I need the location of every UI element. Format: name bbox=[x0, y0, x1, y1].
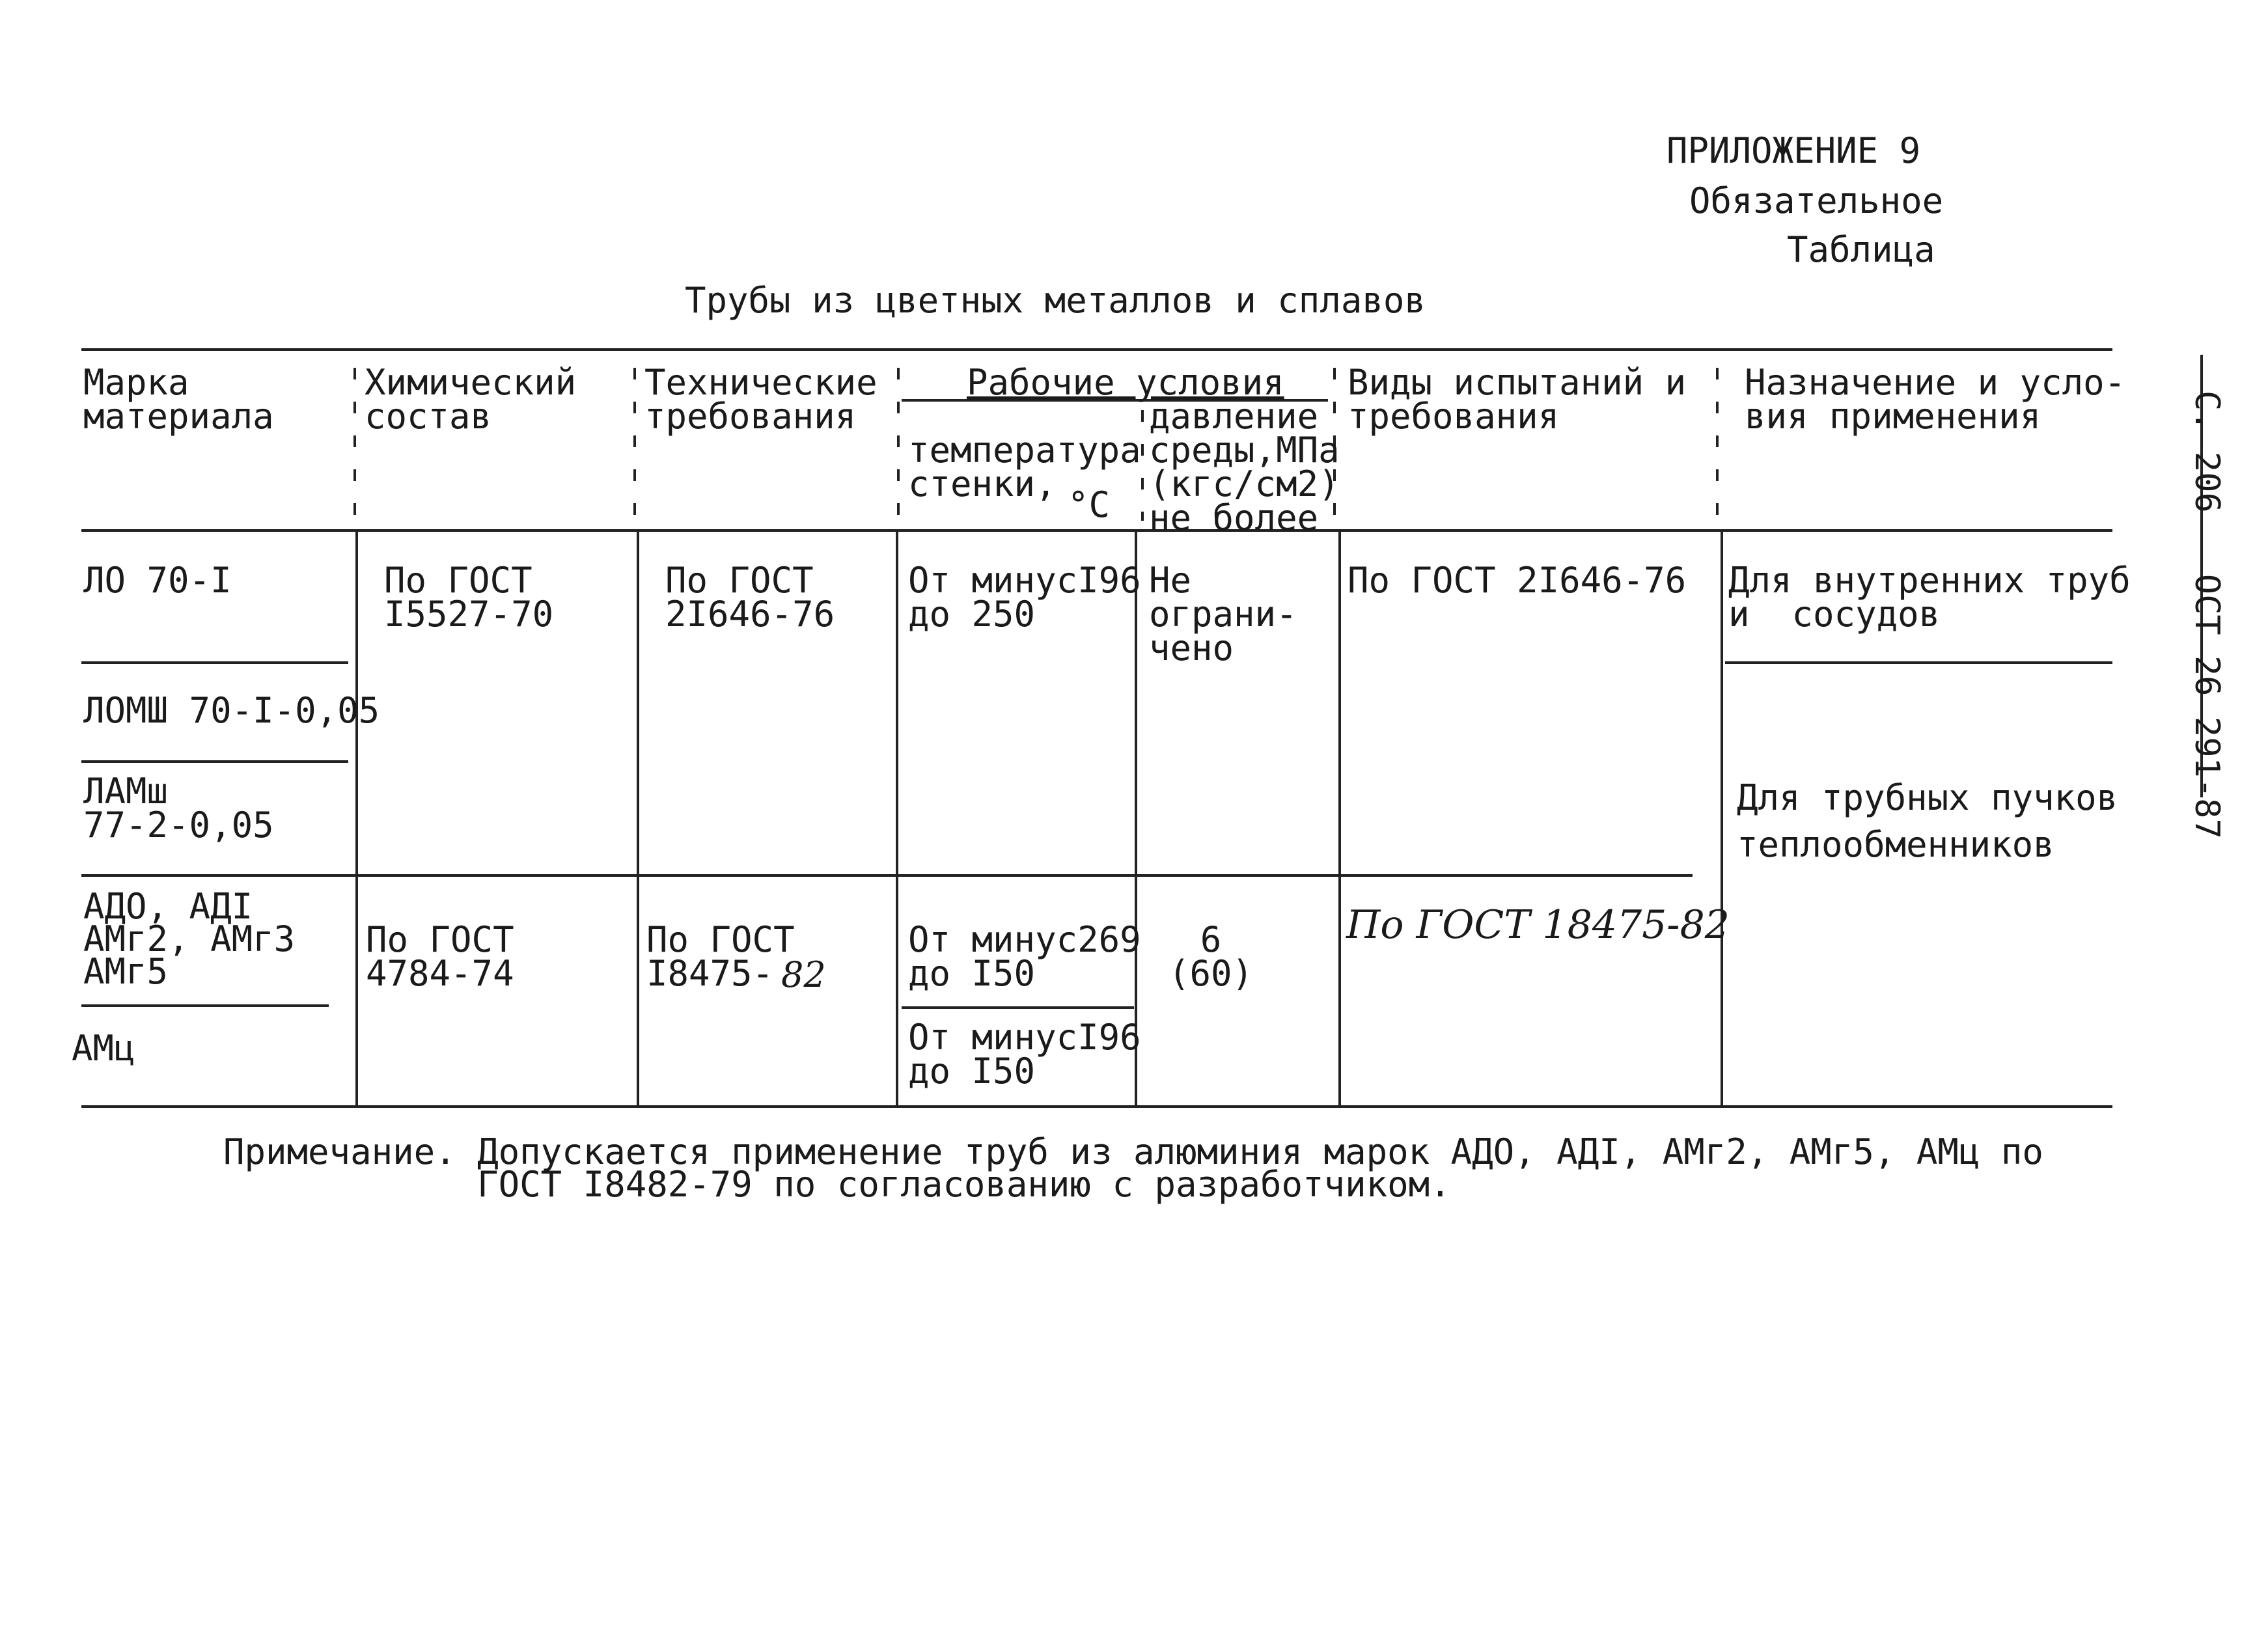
pressure-aluminium: 6 (60) bbox=[1169, 919, 1254, 994]
tests-copper: По ГОСТ 2I646-76 bbox=[1348, 560, 1687, 601]
tech-aluminium-handwritten: 82 bbox=[781, 954, 826, 995]
col-material: Марка материала bbox=[83, 362, 274, 437]
col-temp-unit: °С bbox=[1068, 484, 1111, 525]
material-amc: АМц bbox=[72, 1028, 135, 1069]
appendix-label: ПРИЛОЖЕНИЕ 9 bbox=[1666, 130, 1921, 171]
col-tests: Виды испытаний и требования bbox=[1348, 362, 1687, 437]
col-tech: Технические требования bbox=[644, 362, 878, 437]
material-ado: АДО, АДI АМг2, АМг3 АМг5 bbox=[83, 886, 296, 992]
table-note: Примечание. Допускается применение труб из алюминия марок АДО, АДI, АМг2, АМг5, АМц по ГОСТ I8482-79 по согласованию с разработчиком. bbox=[223, 1131, 2043, 1205]
material-lamsh: ЛАМш 77-2-0,05 bbox=[83, 771, 274, 846]
col-pressure: давление среды,МПа (кгс/см2) не более bbox=[1149, 396, 1340, 538]
col-purpose: Назначение и усло- вия применения bbox=[1745, 362, 2126, 437]
material-lomsh: ЛОМШ 70-I-0,05 bbox=[83, 690, 380, 731]
chem-aluminium: По ГОСТ 4784-74 bbox=[366, 919, 514, 994]
tech-aluminium: По ГОСТ I8475- bbox=[646, 919, 795, 994]
temp-aluminium-1: От минус269 до I50 bbox=[908, 919, 1141, 994]
purpose-tube-bundles: Для трубных пучков теплообменников bbox=[1737, 777, 2118, 865]
col-temp: температура стенки, bbox=[908, 430, 1141, 504]
purpose-inner-pipes: Для внутренних труб и сосудов bbox=[1728, 560, 2131, 635]
tests-aluminium-handwritten: По ГОСТ 18475-82 bbox=[1346, 902, 1730, 948]
chem-copper: По ГОСТ I5527-70 bbox=[384, 560, 554, 635]
material-lo70: ЛО 70-I bbox=[83, 560, 232, 601]
pressure-copper: Не ограни- чено bbox=[1149, 560, 1297, 668]
table-label: Таблица bbox=[1787, 229, 1935, 270]
temp-aluminium-2: От минусI96 до I50 bbox=[908, 1017, 1141, 1092]
mandatory-label: Обязательное bbox=[1689, 180, 1944, 221]
col-work: Рабочие условия bbox=[967, 362, 1284, 403]
temp-copper: От минусI96 до 250 bbox=[908, 560, 1141, 635]
table-title: Трубы из цветных металлов и сплавов bbox=[685, 280, 1426, 321]
col-chem: Химический состав bbox=[365, 362, 577, 437]
side-page-number: С. 206 ОСТ 26 291-87 bbox=[2187, 391, 2226, 839]
tech-copper: По ГОСТ 2I646-76 bbox=[665, 560, 835, 635]
